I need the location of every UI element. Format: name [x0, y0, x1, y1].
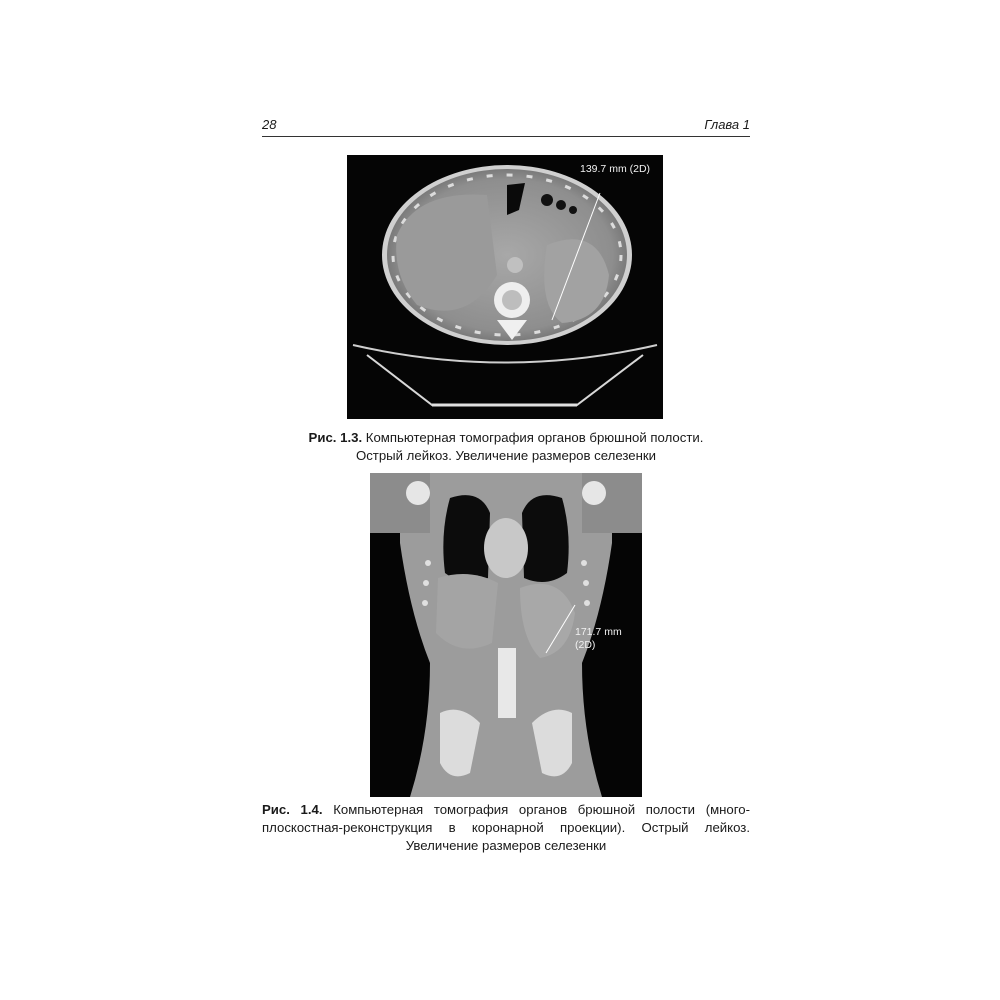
chapter-title: Глава 1 [704, 117, 750, 132]
page-number: 28 [262, 117, 277, 132]
caption-text: Компьютерная томография органов брюшной полости. [365, 430, 704, 445]
caption-number: Рис. 1.3. [308, 430, 363, 445]
figure-caption-1-4 [262, 801, 750, 855]
caption-text: Острый лейкоз. Увеличение размеров селезенки [355, 448, 657, 463]
measurement-value: 171.7 mm [575, 626, 622, 638]
caption-text: Компьютерная томография органов брюшной полости (много- [333, 802, 751, 817]
caption-text: Увеличение размеров селезенки [405, 838, 607, 853]
measurement-unit: (2D) [575, 639, 596, 651]
running-head [262, 114, 750, 137]
measurement-label: 139.7 mm (2D) [580, 163, 651, 175]
ct-axial-image [347, 155, 663, 419]
caption-number: Рис. 1.4. [262, 802, 323, 817]
caption-text: плоскостная-реконструкция в коронарной проекции). Острый лейкоз. [262, 820, 750, 835]
ct-axial-drawing [347, 155, 663, 419]
measurement-label [575, 626, 622, 652]
figure-caption-1-3 [262, 429, 750, 465]
ct-coronal-image [370, 473, 642, 797]
